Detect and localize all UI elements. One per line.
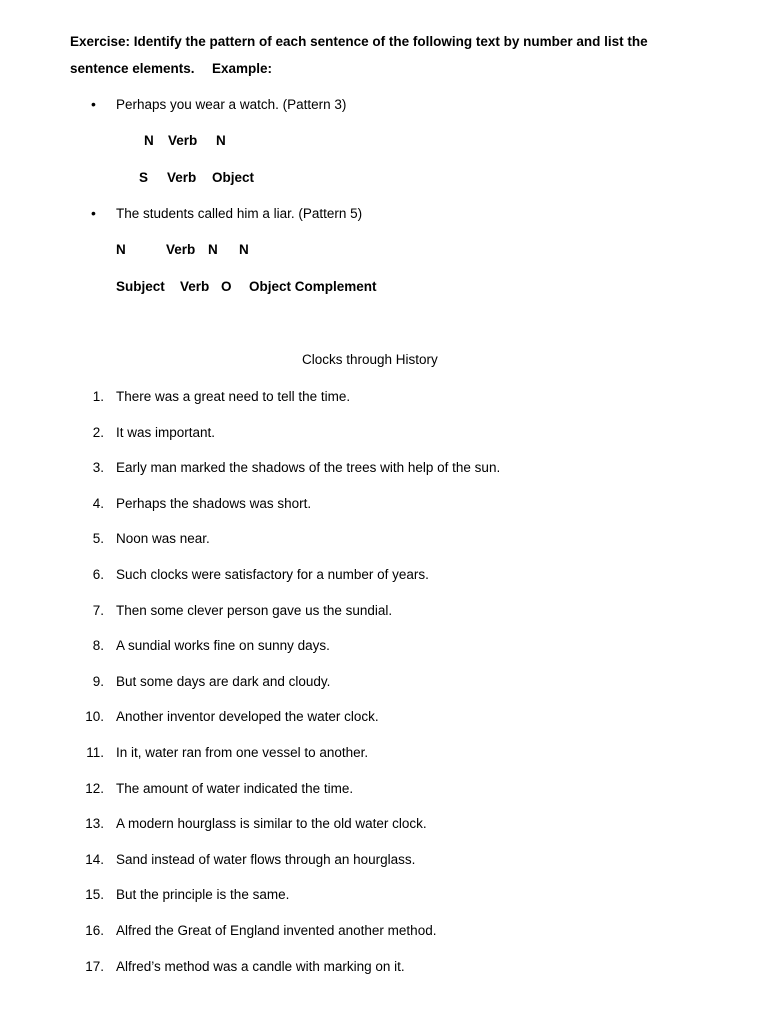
- example-label: Example:: [212, 61, 273, 76]
- sentence-number: 1.: [92, 389, 104, 404]
- element-label: Object: [212, 170, 255, 185]
- sentence-text: Alfred the Great of England invented another method.: [116, 923, 437, 938]
- sentence-text: A modern hourglass is similar to the old water clock.: [116, 816, 427, 831]
- sentence-number: 14.: [85, 852, 104, 867]
- sentence-number: 3.: [92, 460, 104, 475]
- example-sentence: Perhaps you wear a watch. (Pattern 3): [116, 97, 347, 112]
- element-label: O: [221, 279, 232, 294]
- sentence-number: 11.: [86, 745, 104, 760]
- sentence-text: Another inventor developed the water clock.: [116, 709, 379, 724]
- pattern-tag: N: [208, 242, 218, 257]
- element-label: S: [139, 170, 149, 185]
- text-title: Clocks through History: [302, 352, 438, 367]
- pattern-tag: N: [216, 133, 226, 148]
- sentence-number: 6.: [92, 567, 104, 582]
- sentence-number: 12.: [85, 781, 104, 796]
- sentence-number: 13.: [85, 816, 104, 831]
- sentence-text: But some days are dark and cloudy.: [116, 674, 331, 689]
- sentence-text: The amount of water indicated the time.: [116, 781, 354, 796]
- sentence-text: In it, water ran from one vessel to another.: [116, 745, 369, 760]
- element-label: Verb: [180, 279, 210, 294]
- sentence-text: Alfred’s method was a candle with marking on it.: [116, 959, 405, 974]
- exercise-instruction-line-1: Exercise: Identify the pattern of each sentence of the following text by number and list the: [70, 34, 648, 49]
- pattern-tag: N: [239, 242, 249, 257]
- element-label: Verb: [167, 170, 197, 185]
- sentence-text: There was a great need to tell the time.: [116, 389, 351, 404]
- pattern-tag: Verb: [168, 133, 198, 148]
- sentence-number: 16.: [85, 923, 104, 938]
- pattern-tag: N: [116, 242, 126, 257]
- sentence-number: 8.: [92, 638, 104, 653]
- sentence-number: 17.: [85, 959, 104, 974]
- exercise-instruction-line-2: sentence elements.: [70, 61, 195, 76]
- sentence-text: It was important.: [116, 425, 216, 440]
- sentence-text: Noon was near.: [116, 531, 210, 546]
- sentence-text: Then some clever person gave us the sundial.: [116, 603, 393, 618]
- bullet-marker: •: [91, 96, 96, 112]
- example-sentence: The students called him a liar. (Pattern 5): [116, 206, 363, 221]
- sentence-number: 7.: [92, 603, 104, 618]
- sentence-text: Early man marked the shadows of the trees with help of the sun.: [116, 460, 501, 475]
- bullet-marker: •: [91, 205, 96, 221]
- sentence-text: A sundial works fine on sunny days.: [116, 638, 330, 653]
- sentence-text: Such clocks were satisfactory for a number of years.: [116, 567, 429, 582]
- sentence-text: Sand instead of water flows through an hourglass.: [116, 852, 416, 867]
- sentence-number: 5.: [92, 531, 104, 546]
- sentence-number: 2.: [92, 425, 104, 440]
- sentence-text: But the principle is the same.: [116, 887, 290, 902]
- sentence-text: Perhaps the shadows was short.: [116, 496, 312, 511]
- pattern-tag: Verb: [166, 242, 196, 257]
- sentence-number: 15.: [85, 887, 104, 902]
- pattern-tag: N: [144, 133, 154, 148]
- sentence-number: 10.: [85, 709, 104, 724]
- element-label: Object Complement: [249, 279, 377, 294]
- sentence-number: 9.: [92, 674, 104, 689]
- sentence-number: 4.: [92, 496, 104, 511]
- element-label: Subject: [116, 279, 165, 294]
